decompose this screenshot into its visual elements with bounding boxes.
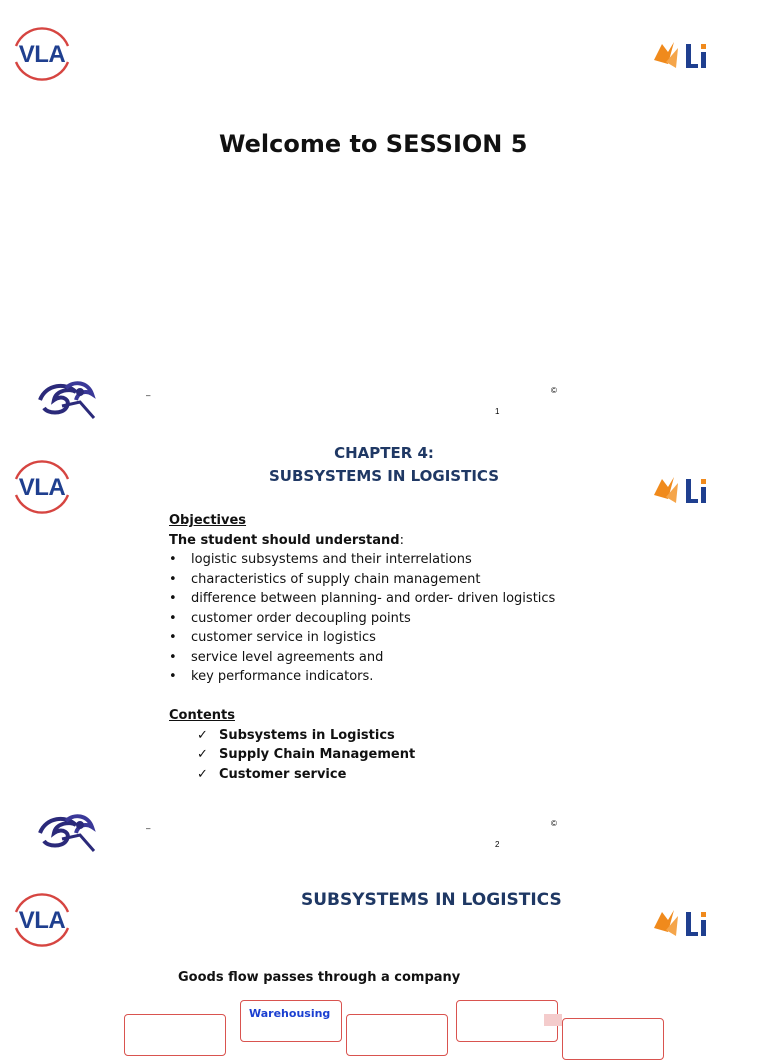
objective-text: customer order decoupling points (191, 610, 411, 626)
list-item (169, 628, 589, 648)
flow-box (346, 1014, 448, 1056)
vla-logo-text: VLA (18, 474, 66, 501)
student-line (169, 531, 589, 551)
page-title: Welcome to SESSION 5 (219, 130, 528, 158)
contents-text: Supply Chain Management (219, 747, 416, 762)
objectives-list (169, 550, 589, 687)
emblem-icon (36, 811, 98, 855)
list-item (197, 765, 589, 785)
page-title: SUBSYSTEMS IN LOGISTICS (301, 890, 562, 910)
vla-logo (8, 453, 76, 521)
vla-logo (8, 886, 76, 954)
footer-logo (36, 378, 98, 422)
footer-copyright: © (551, 819, 557, 828)
warehousing-label: Warehousing (249, 1007, 331, 1020)
list-item (169, 667, 589, 687)
list-item (169, 550, 589, 570)
list-item (197, 726, 589, 746)
footer-logo (36, 811, 98, 855)
li-logo (652, 473, 712, 517)
contents-text: Customer service (219, 766, 347, 782)
li-logo-icon (652, 38, 712, 72)
li-logo (652, 906, 712, 950)
list-item (197, 745, 589, 765)
student-line-text: The student should understand (169, 532, 400, 548)
flow-box (562, 1018, 664, 1060)
objective-text: key performance indicators. (191, 669, 374, 684)
li-logo (652, 38, 712, 82)
slide-3 (0, 866, 768, 1024)
li-logo-icon (652, 906, 712, 940)
chapter-heading (234, 442, 534, 488)
objective-text: difference between planning- and order- driven logistics (191, 591, 556, 606)
objective-text: customer service in logistics (191, 630, 376, 645)
footer-dash: – (146, 391, 151, 400)
bullet-icon: • (169, 552, 177, 567)
check-icon: ✓ (197, 747, 208, 762)
objectives-block (169, 511, 589, 784)
flow-box-warehousing (240, 1000, 342, 1042)
list-item (169, 589, 589, 609)
footer-copyright: © (551, 386, 557, 395)
bullet-icon: • (169, 571, 177, 587)
contents-heading: Contents (169, 708, 235, 723)
check-icon: ✓ (197, 727, 208, 743)
slide-2 (0, 433, 768, 866)
vla-logo-text: VLA (18, 41, 66, 68)
footer-dash: – (146, 824, 151, 833)
list-item (169, 609, 589, 629)
flow-arrow (544, 1014, 562, 1026)
bullet-icon: • (169, 630, 177, 645)
objective-text: service level agreements and (191, 649, 384, 665)
objectives-heading: Objectives (169, 513, 247, 528)
contents-text: Subsystems in Logistics (219, 727, 395, 743)
page-number: 1 (495, 407, 500, 416)
student-line-colon: : (399, 532, 404, 548)
vla-logo-text: VLA (18, 907, 66, 934)
slide-1 (0, 0, 768, 433)
contents-list (169, 726, 589, 785)
objective-text: logistic subsystems and their interrelations (191, 552, 472, 567)
emblem-icon (36, 378, 98, 422)
bullet-icon: • (169, 669, 177, 684)
objective-text: characteristics of supply chain management (191, 571, 481, 587)
flow-box (124, 1014, 226, 1056)
bullet-icon: • (169, 591, 177, 606)
chapter-number: CHAPTER 4: (334, 444, 434, 462)
bullet-icon: • (169, 649, 177, 665)
list-item (169, 648, 589, 668)
vla-logo (8, 20, 76, 88)
check-icon: ✓ (197, 766, 208, 782)
li-logo-icon (652, 473, 712, 507)
page-number: 2 (495, 840, 500, 849)
flow-box (456, 1000, 558, 1042)
list-item (169, 570, 589, 590)
bullet-icon: • (169, 610, 177, 626)
chapter-title: SUBSYSTEMS IN LOGISTICS (268, 467, 500, 485)
goods-flow-caption: Goods flow passes through a company (178, 970, 461, 985)
